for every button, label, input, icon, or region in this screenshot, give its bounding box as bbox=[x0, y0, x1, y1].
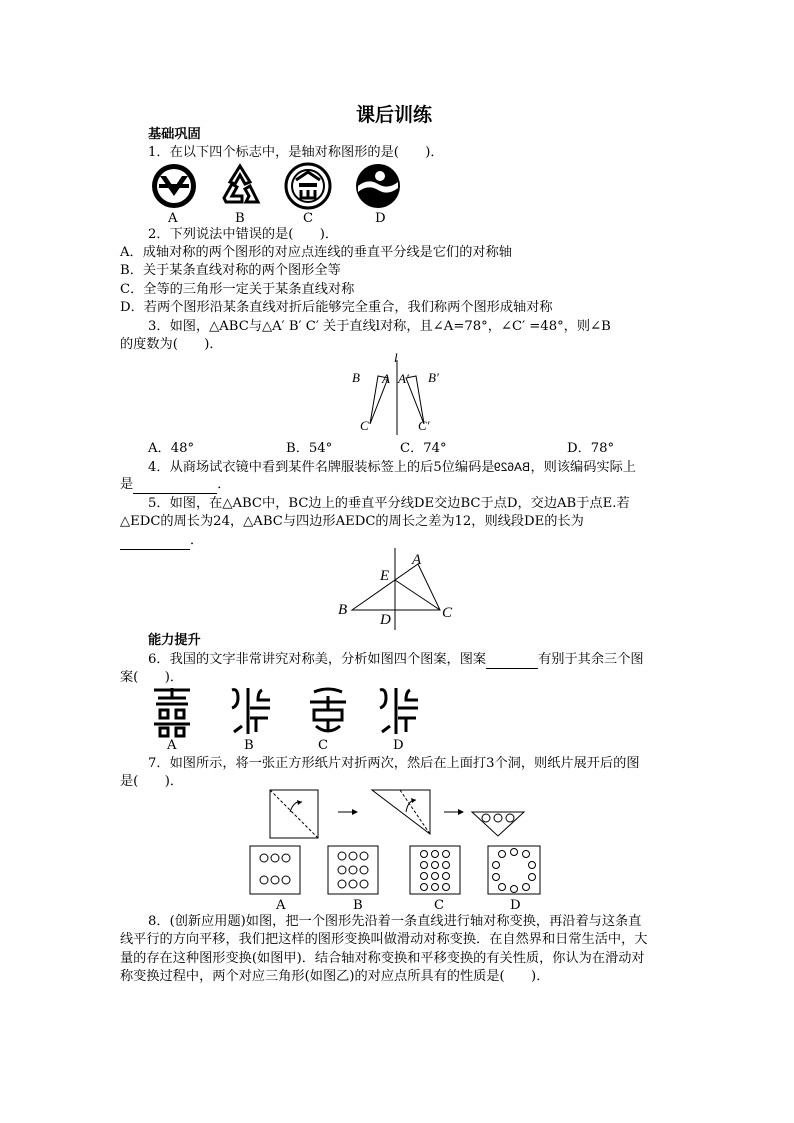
q2-option-b: B．关于某条直线对称的两个图形全等 bbox=[120, 263, 341, 278]
q7-line1: 7．如图所示，将一张正方形纸片对折两次，然后在上面打3个洞，则纸片展开后的图 bbox=[148, 756, 640, 771]
q6-text: 6．我国的文字非常讲究对称美，分析如图四个图案，图案 bbox=[148, 652, 487, 667]
q7-line2: 是( )． bbox=[120, 774, 184, 789]
q1-label-b: B bbox=[235, 211, 245, 226]
q3-label-c: C bbox=[360, 418, 369, 433]
q6-label-d: D bbox=[393, 738, 404, 753]
q7-option-b-image bbox=[328, 846, 378, 894]
q5-line2: △EDC的周长为24，△ABC与四边形AEDC的周长之差为12，则线段DE的长为 bbox=[120, 514, 584, 529]
q5-label-a: A bbox=[412, 552, 422, 568]
q5-label-d: D bbox=[380, 612, 391, 628]
q1-label-a: A bbox=[168, 211, 178, 226]
q3-option-c: C．74° bbox=[400, 441, 447, 456]
section-basic: 基础巩固 bbox=[148, 127, 201, 142]
q6-label-a: A bbox=[167, 738, 177, 753]
q1-stem: 1．在以下四个标志中，是轴对称图形的是( )． bbox=[148, 145, 444, 160]
q6-line1 bbox=[148, 651, 644, 669]
q5-line3-end: ． bbox=[190, 533, 204, 548]
q2-stem: 2．下列说法中错误的是( )． bbox=[148, 227, 339, 242]
q5-line1: 5．如图，在△ABC中，BC边上的垂直平分线DE交边BC于点D，交边AB于点E.若 bbox=[148, 496, 630, 511]
q6-answer-blank[interactable] bbox=[486, 654, 538, 669]
q3-label-c2: C′ bbox=[418, 418, 430, 433]
q3-label-l: l bbox=[394, 350, 398, 365]
q6-label-c: C bbox=[318, 738, 329, 753]
q4-text-end: ，则该编码实际上 bbox=[530, 460, 636, 475]
q5-answer-blank[interactable] bbox=[120, 535, 190, 550]
q8-line1: 8．(创新应用题)如图，把一个图形先沿着一条直线进行轴对称变换，再沿着与这条直 bbox=[148, 914, 642, 929]
q4-mirror-code: BA629 bbox=[494, 460, 531, 474]
q1-logos bbox=[150, 162, 410, 212]
q3-line2: 的度数为( )． bbox=[120, 337, 223, 352]
q4-line2 bbox=[120, 476, 230, 494]
q3-figure bbox=[340, 350, 460, 440]
q7-label-b: B bbox=[353, 898, 363, 913]
q6-patterns bbox=[148, 686, 428, 738]
q7-label-d: D bbox=[510, 898, 521, 913]
q3-label-a: A bbox=[382, 371, 390, 386]
pattern-c-icon bbox=[310, 689, 346, 732]
q3-label-b2: B′ bbox=[428, 370, 439, 385]
q4-line2-end: ． bbox=[217, 477, 231, 492]
q2-option-a: A．成轴对称的两个图形的对应点连线的垂直平分线是它们的对称轴 bbox=[120, 245, 512, 260]
q8-line2: 线平行的方向平移，我们把这样的图形变换叫做滑动对称变换．在自然界和日常生活中，大 bbox=[120, 932, 648, 947]
q7-option-a-image bbox=[250, 846, 300, 894]
q4-answer-blank[interactable] bbox=[133, 479, 217, 494]
q5-label-e: E bbox=[380, 568, 390, 584]
q8-line4: 称变换过程中，两个对应三角形(如图乙)的对应点所具有的性质是( )． bbox=[120, 969, 550, 984]
logo-d-icon bbox=[356, 164, 400, 208]
q3-option-b: B．54° bbox=[286, 441, 333, 456]
logo-a-icon bbox=[152, 164, 196, 208]
logo-c-icon bbox=[286, 164, 330, 208]
q3-option-d: D．78° bbox=[567, 441, 615, 456]
page-title: 课后训练 bbox=[356, 104, 433, 126]
pattern-b-icon bbox=[232, 688, 270, 734]
q7-option-d-image bbox=[488, 846, 540, 894]
q6-line2: 案( )． bbox=[120, 670, 184, 685]
q4-line2-text: 是 bbox=[120, 477, 134, 492]
q7-label-c: C bbox=[434, 898, 445, 913]
q5-label-c: C bbox=[442, 605, 453, 621]
q5-line3 bbox=[120, 532, 203, 550]
q8-line3: 量的存在这种图形变换(如图甲)．结合轴对称变换和平移变换的有关性质，你认为在滑动对 bbox=[120, 951, 645, 966]
q6-text-end: 有别于其余三个图 bbox=[538, 652, 644, 667]
q2-option-c: C．全等的三角形一定关于某条直线对称 bbox=[120, 282, 355, 297]
q3-line1: 3．如图，△ABC与△A′ B′ C′ 关于直线l对称，且∠A=78°，∠C′ =48°，则∠B bbox=[148, 319, 611, 334]
q3-label-a2: A′ bbox=[398, 371, 409, 386]
q1-label-c: C bbox=[303, 211, 314, 226]
q4-text: 4．从商场试衣镜中看到某件名牌服装标签上的后5位编码是 bbox=[148, 460, 495, 475]
pattern-d-icon bbox=[380, 688, 418, 734]
q7-label-a: A bbox=[276, 898, 286, 913]
section-advanced: 能力提升 bbox=[148, 633, 201, 648]
q3-label-b: B bbox=[352, 370, 360, 385]
q5-label-b: B bbox=[338, 602, 348, 618]
q1-label-d: D bbox=[375, 211, 386, 226]
q7-option-c-image bbox=[410, 846, 460, 894]
pattern-a-icon bbox=[154, 688, 190, 736]
q7-figure bbox=[240, 786, 560, 898]
q2-option-d: D．若两个图形沿某条直线对折后能够完全重合，我们称两个图形成轴对称 bbox=[120, 300, 553, 315]
logo-b-recycle-icon bbox=[224, 166, 258, 202]
q3-option-a: A．48° bbox=[148, 441, 195, 456]
q6-label-b: B bbox=[244, 738, 254, 753]
q4-line1 bbox=[148, 458, 636, 477]
